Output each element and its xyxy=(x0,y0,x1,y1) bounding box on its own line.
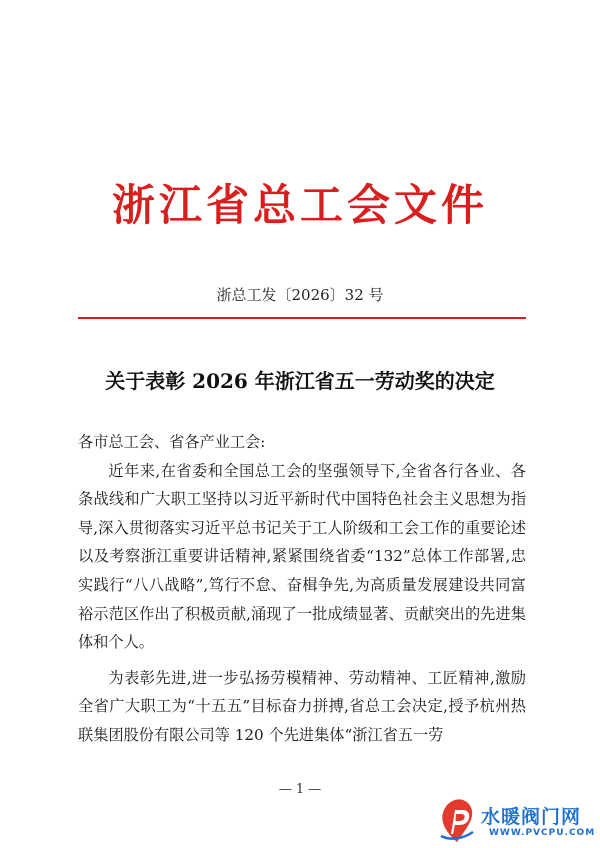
watermark-logo xyxy=(437,796,600,848)
document-title: 关于表彰 2026 年浙江省五一劳动奖的决定 xyxy=(105,369,495,393)
salutation: 各市总工会、省各产业工会: xyxy=(78,433,266,451)
body-paragraph-2: 为表彰先进,进一步弘扬劳模精神、劳动精神、工匠精神,激励全省广大职工为“十五五”目标奋力拼搏,省总工会决定,授予杭州热联集团股份有限公司等 120 个先进集体“浙江省五一劳 xyxy=(78,668,526,744)
red-divider-line xyxy=(78,317,526,319)
document-body xyxy=(78,428,526,750)
body-paragraph-1: 近年来,在省委和全国总工会的坚强领导下,全省各行各业、各条战线和广大职工坚持以习近平新时代中国特色社会主义思想为指导,深入贯彻落实习近平总书记关于工人阶级和工会工作的重要论述以及考察浙江重要讲话精神,紧紧围绕省委“132”总体工作部署,忠实践行“八八战略”,笃行不怠、奋楫争先,为高质量发展建设共同富裕示范区作出了积极贡献,涌现了一批成绩显著、贡献突出的先进集体和个人。 xyxy=(78,461,526,652)
watermark-text: 水暖阀门网 xyxy=(481,806,582,828)
watermark-url: WWW.PVCPU.COM xyxy=(489,828,596,838)
pvcpu-logo-icon xyxy=(437,796,477,846)
page-number: — 1 — xyxy=(278,782,322,797)
document-header-title: 浙江省总工会文件 xyxy=(112,181,488,231)
document-number: 浙总工发〔2026〕32 号 xyxy=(216,286,384,304)
